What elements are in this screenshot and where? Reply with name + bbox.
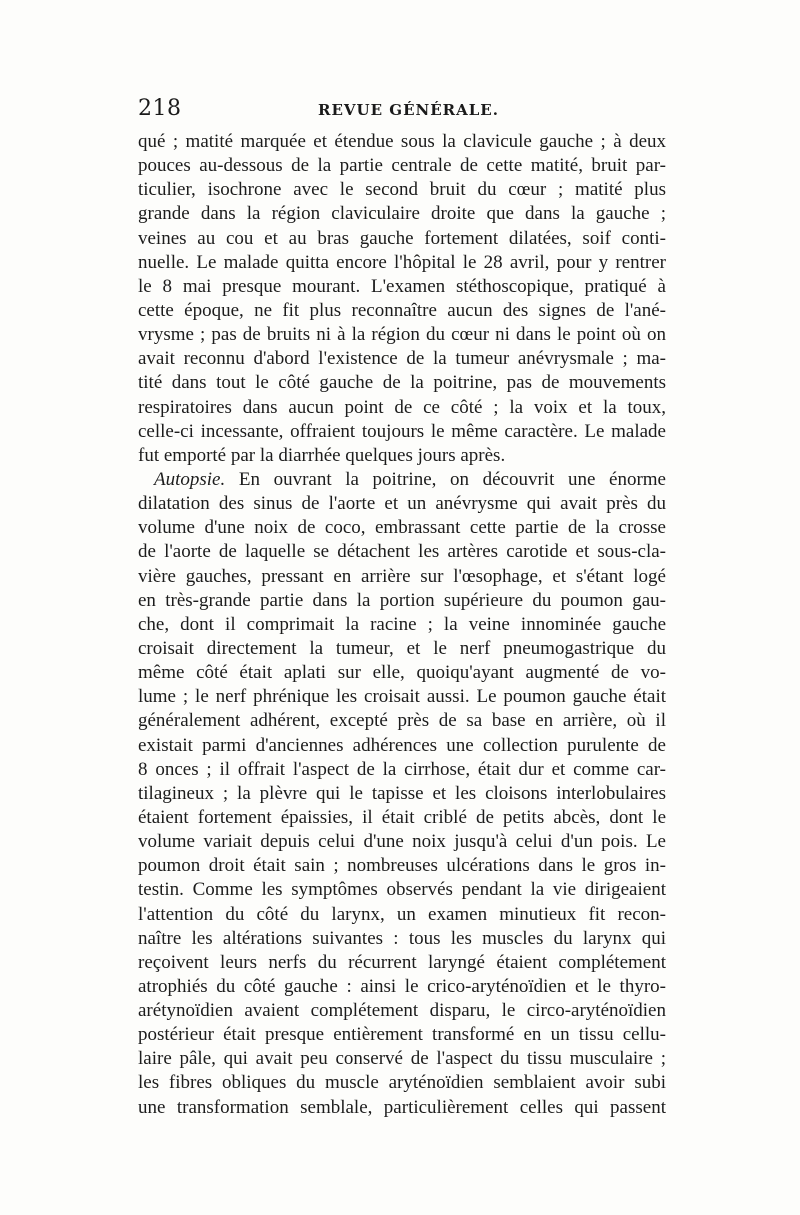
text-line: croisait directement la tumeur, et le nerf pneumogastrique du (138, 637, 666, 659)
text-line: 8 onces ; il offrait l'aspect de la cirrhose, était dur et comme car- (138, 758, 666, 780)
text-line: avait reconnu d'abord l'existence de la tumeur anévrysmale ; ma- (138, 348, 666, 370)
text-run: En ouvrant la poitrine, on découvrit une énorme (225, 468, 666, 490)
text-line: qué ; matité marquée et étendue sous la clavicule gauche ; à deux (138, 131, 666, 152)
text-line: poumon droit était sain ; nombreuses ulcérations dans le gros in- (138, 855, 666, 877)
text-line: tilagineux ; la plèvre qui le tapisse et les cloisons interlobulaires (138, 782, 666, 804)
text-line: dilatation des sinus de l'aorte et un anévrysme qui avait près du (138, 493, 666, 515)
text-line: en très-grande partie dans la portion supérieure du poumon gau- (138, 589, 666, 611)
text-line: volume variait depuis celui d'une noix jusqu'à celui d'un pois. Le (138, 831, 666, 853)
text-line: même côté était aplati sur elle, quoiqu'ayant augmenté de vo- (138, 662, 666, 684)
body-text (138, 130, 666, 1120)
text-line: pouces au-dessous de la partie centrale de cette matité, bruit par- (138, 155, 666, 177)
running-head: REVUE GÉNÉRALE. (318, 101, 499, 119)
text-line: une transformation semblale, particulièrement celles qui passent (138, 1096, 666, 1118)
text-line: de l'aorte de laquelle se détachent les artères carotide et sous-cla- (138, 541, 666, 563)
text-line: postérieur était presque entièrement transformé en un tissu cellu- (138, 1024, 666, 1046)
text-line: vière gauches, pressant en arrière sur l'œsophage, et s'étant logé (138, 565, 666, 587)
text-line: ticulier, isochrone avec le second bruit du cœur ; matité plus (138, 179, 666, 201)
text-line: testin. Comme les symptômes observés pendant la vie dirigeaient (138, 879, 666, 901)
text-line: naître les altérations suivantes : tous les muscles du larynx qui (138, 927, 666, 949)
text-line: tité dans tout le côté gauche de la poitrine, pas de mouvements (138, 372, 666, 394)
text-line: volume d'une noix de coco, embrassant cette partie de la crosse (138, 517, 666, 539)
text-line: grande dans la région claviculaire droite que dans la gauche ; (138, 203, 666, 225)
paragraph-case-history (138, 130, 666, 468)
text-line: le 8 mai presque mourant. L'examen stéthoscopique, pratiqué à (138, 275, 666, 297)
text-line: fut emporté par la diarrhée quelques jours après. (138, 444, 506, 466)
text-line: l'attention du côté du larynx, un examen minutieux fit recon- (138, 903, 666, 925)
text-line: étaient fortement épaissies, il était criblé de petits abcès, dont le (138, 806, 666, 828)
text-line: lume ; le nerf phrénique les croisait aussi. Le poumon gauche était (138, 686, 666, 708)
paragraph-autopsy (138, 468, 666, 1120)
text-line: vrysme ; pas de bruits ni à la région du cœur ni dans le point où on (138, 324, 666, 346)
text-line: atrophiés du côté gauche : ainsi le crico-aryténoïdien et le thyro- (138, 975, 666, 997)
text-line: généralement adhérent, excepté près de sa base en arrière, où il (138, 710, 666, 732)
text-line: existait parmi d'anciennes adhérences une collection purulente de (138, 734, 666, 756)
page-header (138, 96, 668, 126)
page-number: 218 (138, 96, 182, 121)
text-line: arétynoïdien avaient complétement disparu, le circo-aryténoïdien (138, 1000, 666, 1022)
text-line: respiratoires dans aucun point de ce côté ; la voix et la toux, (138, 396, 666, 418)
text-line: reçoivent leurs nerfs du récurrent laryngé étaient complétement (138, 951, 666, 973)
text-line: cette époque, ne fit plus reconnaître aucun des signes de l'ané- (138, 299, 666, 321)
autopsy-heading: Autopsie. (154, 468, 226, 490)
text-line: celle-ci incessante, offraient toujours le même caractère. Le malade (138, 420, 666, 442)
text-line: nuelle. Le malade quitta encore l'hôpital le 28 avril, pour y rentrer (138, 251, 666, 273)
text-line: veines au cou et au bras gauche fortement dilatées, soif conti- (138, 227, 666, 249)
text-line: che, dont il comprimait la racine ; la veine innominée gauche (138, 613, 666, 635)
text-line: laire pâle, qui avait peu conservé de l'aspect du tissu musculaire ; (138, 1048, 666, 1070)
text-line (138, 468, 666, 492)
text-line: les fibres obliques du muscle aryténoïdien semblaient avoir subi (138, 1072, 666, 1094)
